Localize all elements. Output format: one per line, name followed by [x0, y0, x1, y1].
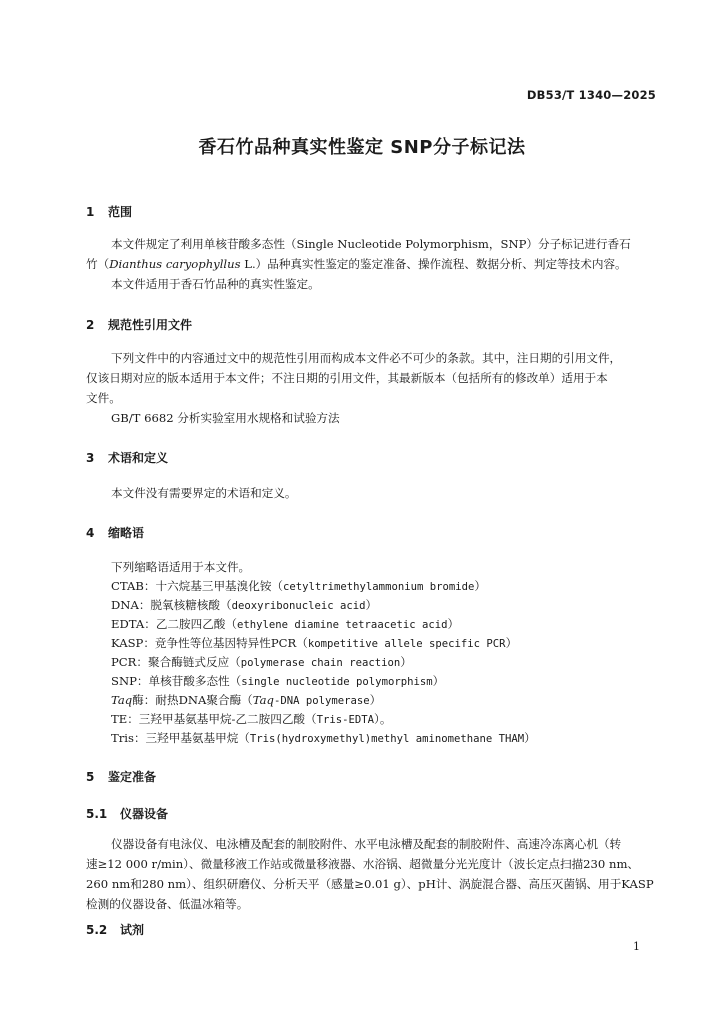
- abbr: Tris: [111, 731, 134, 745]
- section-number: 1: [86, 205, 95, 219]
- abbr-en-italic: Taq: [252, 693, 274, 707]
- abbr-suffix: 酶: [132, 693, 144, 707]
- abbr-en: Tris(hydroxymethyl)methyl aminomethane THAM: [249, 733, 525, 745]
- abbr-end: ）: [524, 731, 536, 745]
- section-number: 3: [86, 451, 95, 465]
- abbr: KASP: [111, 636, 144, 650]
- abbr-end: ）。: [374, 712, 392, 726]
- abbr-cn: ：耐热DNA聚合酶（: [143, 693, 253, 707]
- abbr-en: ethylene diamine tetraacetic acid: [237, 619, 448, 631]
- abbr-en: single nucleotide polymorphism: [241, 676, 433, 688]
- section-3-heading: [86, 449, 168, 466]
- section-title: 规范性引用文件: [108, 318, 193, 332]
- abbr-cn: ：十六烷基三甲基溴化铵（: [143, 579, 284, 593]
- section-1-heading: [86, 203, 132, 220]
- abbr-end: ）: [432, 674, 445, 688]
- subsection-title: 试剂: [120, 923, 145, 937]
- abbr-cn: ：乙二胺四乙酸（: [144, 617, 237, 631]
- subsection-title: 仪器设备: [120, 807, 169, 821]
- abbr: TE: [111, 712, 128, 726]
- latin-name: Dianthus caryophyllus: [109, 257, 241, 271]
- reference-item: GB/T 6682 分析实验室用水规格和试验方法: [111, 411, 340, 425]
- document-title: 香石竹品种真实性鉴定 SNP分子标记法: [198, 137, 526, 158]
- section-title: 缩略语: [108, 526, 145, 540]
- abbr: Taq: [111, 693, 133, 707]
- abbr: EDTA: [111, 617, 145, 631]
- abbr-en: deoxyribonucleic acid: [231, 600, 366, 612]
- subsection-number: 5.1: [86, 807, 108, 821]
- paragraph-line: [86, 256, 627, 272]
- section-number: 4: [86, 526, 95, 540]
- abbr-cn: ：三羟甲基氨基甲烷（: [133, 731, 250, 745]
- abbr-end: ）: [447, 617, 460, 631]
- paragraph-line: 检测的仪器设备、低温冰箱等。: [86, 897, 249, 911]
- abbr: DNA: [111, 598, 139, 612]
- abbreviation-item: [111, 711, 391, 727]
- page-number: 1: [633, 940, 640, 953]
- text: L.）品种真实性鉴定的鉴定准备、操作流程、数据分析、判定等技术内容。: [240, 257, 627, 271]
- paragraph-line: 260 nm和280 nm）、组织研磨仪、分析天平（感量≥0.01 g）、pH计、涡旋混合器、高压灭菌锅、用于KASP: [86, 877, 654, 891]
- paragraph-line: 下列文件中的内容通过文中的规范性引用而构成本文件必不可少的条款。其中，注日期的引用文件，: [111, 351, 622, 365]
- abbr-en: kompetitive allele specific PCR: [307, 638, 506, 650]
- document-number: DB53/T 1340—2025: [526, 88, 656, 102]
- abbr-cn: ：脱氧核糖核酸（: [138, 598, 232, 612]
- abbr: PCR: [111, 655, 137, 669]
- paragraph-line: 仅该日期对应的版本适用于本文件；不注日期的引用文件，其最新版本（包括所有的修改单）适用于本: [86, 371, 608, 385]
- section-4-heading: [86, 524, 144, 541]
- section-title: 术语和定义: [108, 451, 169, 465]
- paragraph-line: 本文件规定了利用单核苷酸多态性（Single Nucleotide Polymorphism，SNP）分子标记进行香石: [111, 237, 631, 251]
- abbreviation-item: [111, 673, 444, 689]
- section-number: 2: [86, 318, 95, 332]
- section-2-heading: [86, 316, 192, 333]
- paragraph-line: 速≥12 000 r/min）、微量移液工作站或微量移液器、水浴锅、超微量分光光度计（波长定点扫描230 nm、: [86, 857, 640, 871]
- abbr: SNP: [111, 674, 137, 688]
- section-number: 5: [86, 770, 95, 784]
- abbr-en: Tris-EDTA: [316, 714, 375, 726]
- abbr-cn: ：单核苷酸多态性（: [136, 674, 242, 688]
- abbr-end: ）: [400, 655, 412, 669]
- abbreviation-item: [111, 654, 412, 670]
- abbreviation-item: [111, 597, 377, 613]
- abbreviation-item: [111, 692, 381, 708]
- abbr-en: polymerase chain reaction: [240, 657, 401, 669]
- abbr-end: ）: [474, 579, 486, 593]
- abbr: CTAB: [111, 579, 144, 593]
- section-title: 范围: [108, 205, 133, 219]
- abbr-en: -DNA polymerase: [273, 695, 370, 707]
- section-title: 鉴定准备: [108, 770, 157, 784]
- paragraph-line: 本文件没有需要界定的术语和定义。: [111, 486, 297, 500]
- abbr-cn: ：竞争性等位基因特异性PCR（: [143, 636, 308, 650]
- abbr-end: ）: [505, 636, 518, 650]
- abbr-end: ）: [365, 598, 378, 612]
- abbreviation-item: [111, 635, 517, 651]
- abbreviation-item: [111, 730, 536, 746]
- text: 竹（: [86, 257, 110, 271]
- subsection-5-2-heading: [86, 921, 144, 938]
- abbr-cn: ：三羟甲基氨基甲烷-乙二胺四乙酸（: [127, 712, 317, 726]
- paragraph-line: 仪器设备有电泳仪、电泳槽及配套的制胶附件、水平电泳槽及配套的制胶附件、高速冷冻离心机（转: [111, 837, 622, 851]
- subsection-number: 5.2: [86, 923, 108, 937]
- section-5-heading: [86, 768, 156, 785]
- abbr-cn: ：聚合酶链式反应（: [136, 655, 241, 669]
- paragraph-line: 文件。: [86, 391, 121, 405]
- abbr-end: ）: [369, 693, 382, 707]
- subsection-5-1-heading: [86, 805, 168, 822]
- abbreviation-item: [111, 616, 459, 632]
- abbreviation-intro: 下列缩略语适用于本文件。: [111, 560, 251, 574]
- paragraph-line: 本文件适用于香石竹品种的真实性鉴定。: [111, 277, 320, 291]
- abbreviation-item: [111, 578, 486, 594]
- abbr-en: cetyltrimethylammonium bromide: [283, 581, 475, 593]
